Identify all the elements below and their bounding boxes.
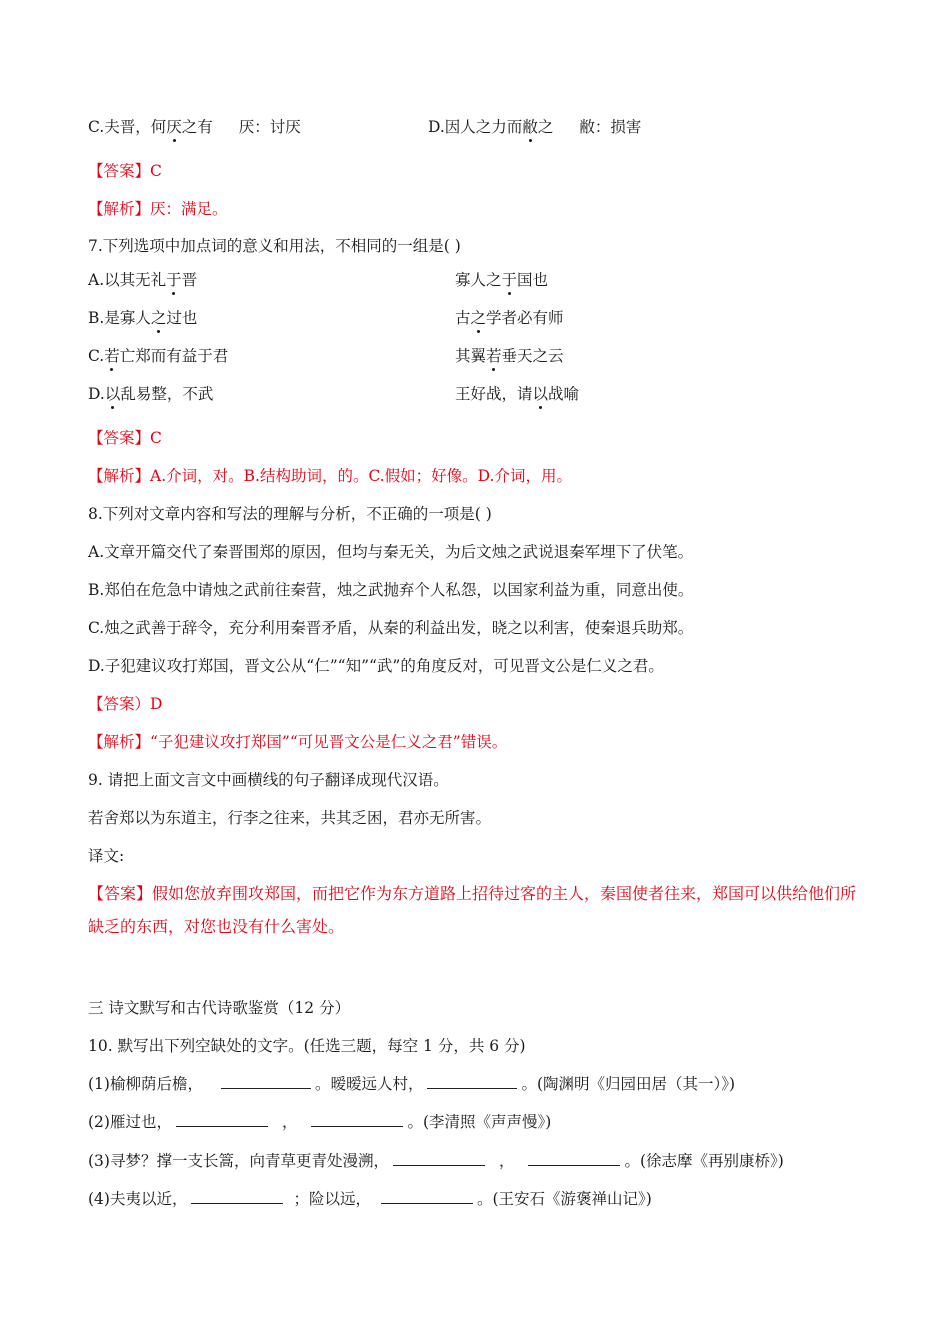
q10-item-3 xyxy=(88,1151,784,1171)
dotted-char: 之 xyxy=(470,309,487,327)
q7-d-left xyxy=(88,384,213,404)
q6-option-c xyxy=(88,117,301,137)
q9-sentence: 若舍郑以为东道主，行李之往来，共其乏困，君亦无所害。 xyxy=(88,809,492,827)
text: (4)夫夷以近， xyxy=(88,1190,188,1208)
text: ， xyxy=(281,1113,298,1131)
text: 寡人之 xyxy=(455,271,502,289)
text: 。暧暧远人村， xyxy=(314,1075,424,1093)
text: (2)雁过也， xyxy=(88,1113,172,1131)
q8-answer: 【答案）D xyxy=(88,695,163,713)
text: B.是寡人 xyxy=(88,309,151,327)
text: 。(陶渊明《归园田居（其一）》) xyxy=(521,1075,736,1093)
q8-option-b: B.郑伯在危急中请烛之武前往秦营，烛之武抛弃个人私怨，以国家利益为重，同意出使。 xyxy=(88,581,694,599)
q10-item-1 xyxy=(88,1074,735,1094)
text: 亡郑而有益于君 xyxy=(119,347,229,365)
q10-item-2 xyxy=(88,1112,551,1132)
text: 古 xyxy=(455,309,471,327)
q8-option-d: D.子犯建议攻打郑国，晋文公从“仁”“知”“武”的角度反对，可见晋文公是仁义之君。 xyxy=(88,657,664,675)
gloss: 厌：讨厌 xyxy=(238,118,301,136)
q7-c-left xyxy=(88,346,228,366)
text: (1)榆柳荫后檐， xyxy=(88,1075,203,1093)
q6-explanation: 【解析】厌：满足。 xyxy=(88,200,228,218)
gloss: 敝：损害 xyxy=(579,118,642,136)
q7-a-left xyxy=(88,270,197,290)
q10-stem: 10. 默写出下列空缺处的文字。(任选三题，每空 1 分，共 6 分) xyxy=(88,1037,526,1055)
fill-blank[interactable] xyxy=(176,1112,268,1127)
text: ；险以远， xyxy=(293,1190,371,1208)
dotted-char: 于 xyxy=(501,271,518,289)
q7-b-right xyxy=(455,308,564,328)
dotted-char: 若 xyxy=(486,347,502,365)
text: 国也 xyxy=(517,271,549,289)
q7-d-right xyxy=(455,384,579,404)
fill-blank[interactable] xyxy=(381,1189,473,1204)
q8-explanation: 【解析】“子犯建议攻打郑国”“可见晋文公是仁义之君”错误。 xyxy=(88,733,508,751)
dotted-char: 敝 xyxy=(522,118,538,136)
dotted-char: 以 xyxy=(104,385,121,403)
q7-c-right xyxy=(455,346,564,366)
fill-blank[interactable] xyxy=(393,1151,485,1166)
q8-stem: 8.下列对文章内容和写法的理解与分析，不正确的一项是( ) xyxy=(88,505,492,523)
fill-blank[interactable] xyxy=(191,1189,283,1204)
dotted-char: 于 xyxy=(166,271,182,289)
text: 之有 xyxy=(181,118,213,136)
q9-stem: 9. 请把上面文言文中画横线的句子翻译成现代汉语。 xyxy=(88,771,449,789)
text: A.以其无礼 xyxy=(88,271,167,289)
fill-blank[interactable] xyxy=(311,1112,403,1127)
q7-stem: 7.下列选项中加点词的意义和用法，不相同的一组是( ) xyxy=(88,237,461,255)
text: D.因人之力而 xyxy=(428,118,523,136)
dotted-char: 若 xyxy=(104,347,120,365)
text: 乱易整，不武 xyxy=(120,385,214,403)
fill-blank[interactable] xyxy=(221,1074,311,1089)
dotted-char: 之 xyxy=(150,309,167,327)
section3-title: 三 诗文默写和古代诗歌鉴赏（12 分） xyxy=(88,999,351,1017)
text: 。(徐志摩《再别康桥》) xyxy=(624,1152,784,1170)
text: (3)寻梦？撑一支长篙，向青草更青处漫溯， xyxy=(88,1152,389,1170)
q8-option-a: A.文章开篇交代了秦晋围郑的原因，但均与秦无关，为后文烛之武说退秦军埋下了伏笔。 xyxy=(88,543,694,561)
text: 过也 xyxy=(166,309,198,327)
text: 其翼 xyxy=(455,347,487,365)
text: D. xyxy=(88,385,105,403)
text: ， xyxy=(498,1152,515,1170)
text: 晋 xyxy=(181,271,198,289)
text: 学者必有师 xyxy=(486,309,564,327)
fill-blank[interactable] xyxy=(528,1151,620,1166)
q8-option-c: C.烛之武善于辞令，充分利用秦晋矛盾，从秦的利益出发，晓之以利害，使秦退兵助郑。 xyxy=(88,619,694,637)
text: 。(王安石《游褒禅山记》) xyxy=(476,1190,652,1208)
text: C.夫晋，何 xyxy=(88,118,167,136)
q7-a-right xyxy=(455,270,548,290)
q9-answer: 【答案】假如您放弃围攻郑国，而把它作为东方道路上招待过客的主人，秦国使者往来，郑国可以供给他们所缺乏的东西，对您也没有什么害处。 xyxy=(88,884,857,936)
text: 垂天之云 xyxy=(501,347,564,365)
q10-item-4 xyxy=(88,1189,652,1209)
text: 王好战，请 xyxy=(455,385,533,403)
q6-answer: 【答案】C xyxy=(88,162,162,180)
dotted-char: 厌 xyxy=(166,118,182,136)
text: 。(李清照《声声慢》) xyxy=(407,1113,552,1131)
fill-blank[interactable] xyxy=(427,1074,517,1089)
text: 战喻 xyxy=(548,385,580,403)
q7-answer: 【答案】C xyxy=(88,429,162,447)
dotted-char: 以 xyxy=(532,385,549,403)
q7-explanation: 【解析】A.介词，对。B.结构助词，的。C.假如；好像。D.介词，用。 xyxy=(88,467,572,485)
text: 之 xyxy=(537,118,554,136)
q7-b-left xyxy=(88,308,197,328)
text: C. xyxy=(88,347,105,365)
q6-option-d xyxy=(428,117,641,137)
q9-translation-label: 译文: xyxy=(88,847,125,865)
